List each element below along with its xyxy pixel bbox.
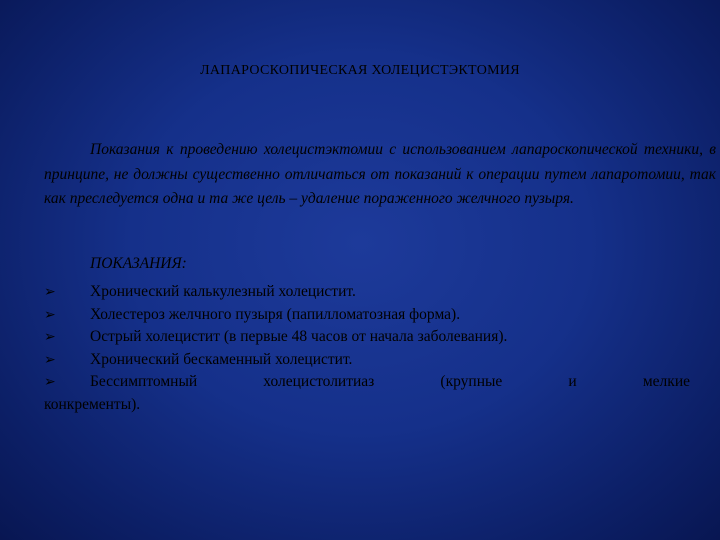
intro-paragraph: Показания к проведению холецистэктомии с использованием лапароскопической техники, в принципе, не должны существенно отличаться от показаний к операции путем лапаротомии, так как преследуется одна и та же цель – удаление пораженного желчного пузыря. [44, 141, 716, 207]
arrow-bullet-icon: ➢ [44, 306, 56, 323]
list-item-text: Острый холецистит (в первые 48 часов от начала заболевания). [90, 328, 508, 345]
list-item [44, 304, 690, 327]
list-item-text: Бессимптомный холецистолитиаз (крупные и мелкие [90, 373, 690, 390]
arrow-bullet-icon: ➢ [44, 351, 56, 368]
list-item-text: Хронический калькулезный холецистит. [90, 283, 356, 300]
list-item [44, 349, 690, 372]
list-item-continuation: конкременты). [44, 395, 141, 413]
list-item [44, 371, 690, 394]
list-item-text: Хронический бескаменный холецистит. [90, 350, 353, 368]
indications-list [44, 281, 690, 416]
list-item-text: Холестероз желчного пузыря (папилломатозная форма). [90, 305, 461, 323]
slide-title: ЛАПАРОСКОПИЧЕСКАЯ ХОЛЕЦИСТЭКТОМИЯ [200, 63, 520, 78]
arrow-bullet-icon: ➢ [44, 329, 56, 345]
arrow-bullet-icon: ➢ [44, 374, 56, 390]
arrow-bullet-icon: ➢ [44, 284, 56, 300]
indications-heading: ПОКАЗАНИЯ: [90, 255, 187, 272]
list-item [44, 326, 690, 349]
list-item [44, 281, 690, 304]
